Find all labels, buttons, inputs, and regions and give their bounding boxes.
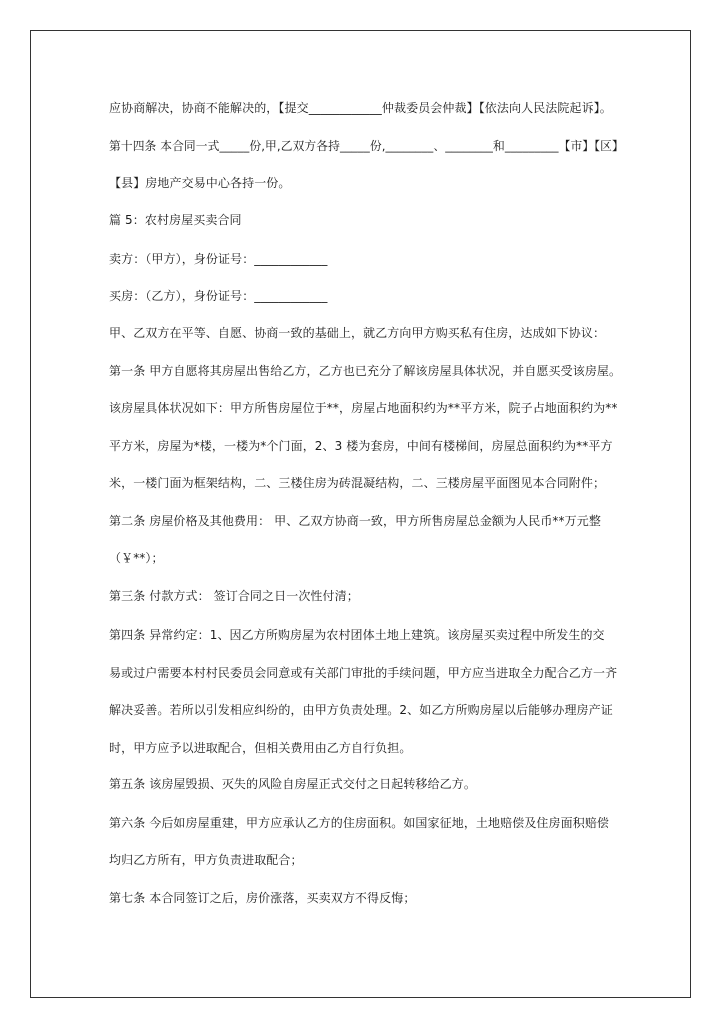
section-heading: 篇 5：农村房屋买卖合同 [109,213,242,227]
text-line: 卖方：（甲方），身份证号：____________ [109,252,328,266]
text-line: 该房屋具体状况如下：甲方所售房屋位于**，房屋占地面积约为**平方米，院子占地面积约为** [109,401,618,415]
text-line: 甲、乙双方在平等、自愿、协商一致的基础上，就乙方向甲方购买私有住房，达成如下协议： [109,326,606,340]
text-line: 【县】房地产交易中心各持一份。 [109,176,291,190]
text-line: 第十四条 本合同一式_____份,甲,乙双方各持_____份,________、________和_________【市】【区】 [109,139,624,153]
text-line: （￥**）； [109,551,164,565]
text-line: 第五条 该房屋毁损、灭失的风险自房屋正式交付之日起转移给乙方。 [109,777,476,791]
text-line: 平方米，房屋为*楼，一楼为*个门面，2、3 楼为套房，中间有楼梯间，房屋总面积约为**平方 [109,439,613,453]
text-line: 应协商解决，协商不能解决的，【提交____________仲裁委员会仲裁】【依法向人民法院起诉】。 [109,101,612,115]
text-line: 易或过户需要本村村民委员会同意或有关部门审批的手续问题，甲方应当进取全力配合乙方一齐 [109,666,618,680]
text-line: 第七条 本合同签订之后，房价涨落，买卖双方不得反悔； [109,891,416,905]
text-line: 均归乙方所有，甲方负责进取配合； [109,853,303,867]
text-line: 解决妥善。若所以引发相应纠纷的，由甲方负责处理。2、如乙方所购房屋以后能够办理房产证 [109,703,613,717]
text-line: 第二条 房屋价格及其他费用： 甲、乙双方协商一致，甲方所售房屋总金额为人民币**万元整 [109,514,601,528]
text-line: 第一条 甲方自愿将其房屋出售给乙方，乙方也已充分了解该房屋具体状况，并自愿买受该房屋。 [109,364,622,378]
text-line: 第六条 今后如房屋重建，甲方应承认乙方的住房面积。如国家征地，土地赔偿及住房面积赔偿 [109,816,610,830]
text-line: 时，甲方应予以进取配合，但相关费用由乙方自行负担。 [109,741,412,755]
text-line: 买房：（乙方），身份证号：____________ [109,289,328,303]
text-line: 第三条 付款方式： 签订合同之日一次性付清； [109,589,359,603]
text-line: 米，一楼门面为框架结构，二、三楼住房为砖混凝结构，二、三楼房屋平面图见本合同附件； [109,476,606,490]
text-line: 第四条 异常约定：1、因乙方所购房屋为农村团体土地上建筑。该房屋买卖过程中所发生的交 [109,628,605,642]
